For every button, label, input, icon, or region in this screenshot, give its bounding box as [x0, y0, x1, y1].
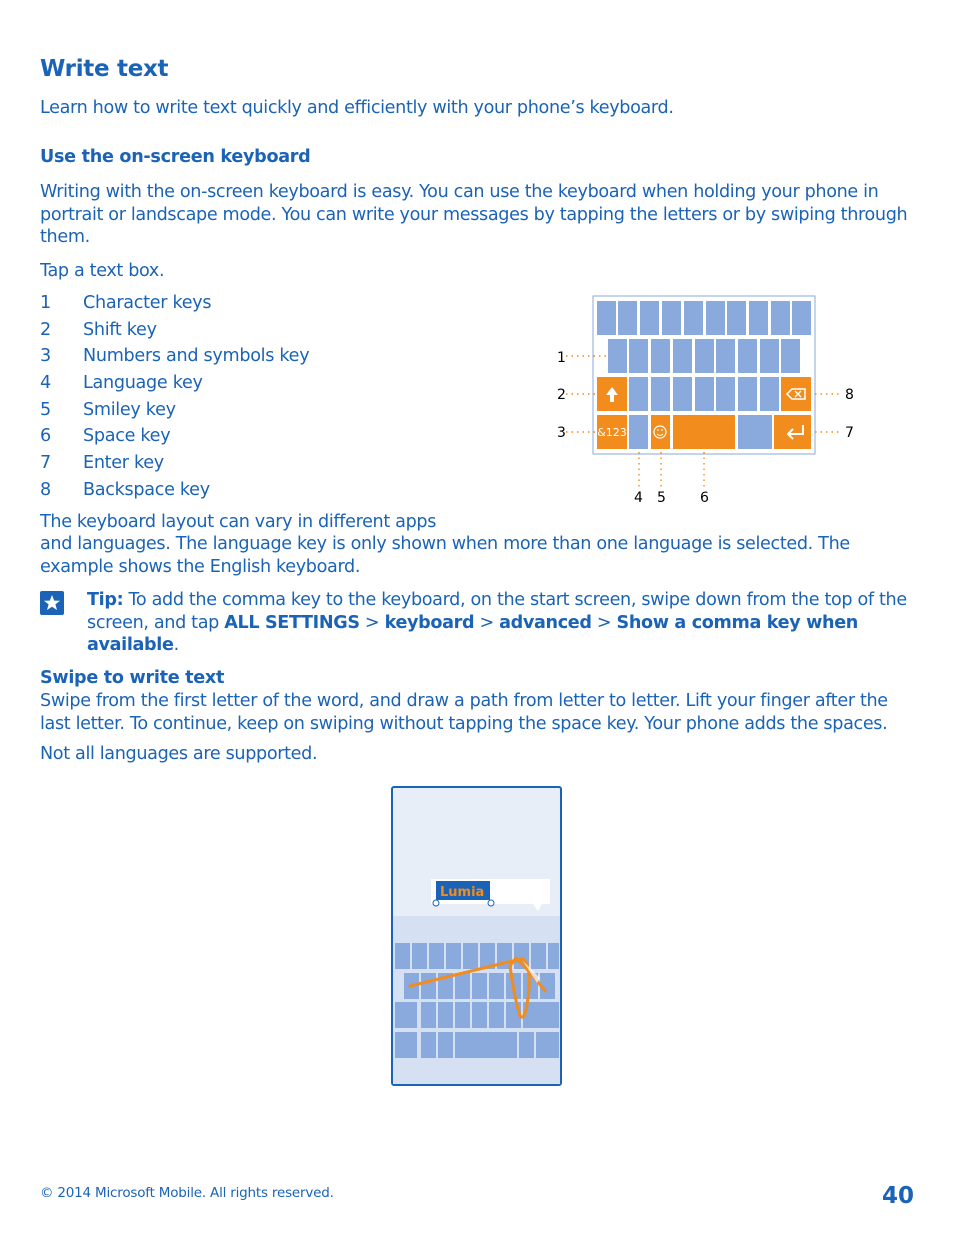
phone-swipe-illustration [390, 786, 565, 1088]
legend-item [40, 370, 309, 397]
callout-2: 2 [557, 387, 566, 403]
keyboard-area [393, 916, 560, 1084]
tip-path-keyboard: keyboard [384, 612, 475, 633]
legend-number: 8 [40, 479, 51, 500]
languages-note: Not all languages are supported. [40, 744, 318, 764]
page-number: 40 [881, 1183, 914, 1209]
legend-label: Space key [83, 426, 171, 447]
keyboard-diagram [550, 292, 870, 512]
tip-path-all-settings: ALL SETTINGS [224, 612, 360, 633]
callout-1: 1 [557, 350, 566, 366]
legend-label: Character keys [83, 293, 212, 313]
legend-label: Numbers and symbols key [83, 346, 310, 367]
section-heading-keyboard: Use the on-screen keyboard [40, 147, 311, 167]
backspace-key [781, 377, 811, 411]
tip-text: To add the comma key to the keyboard, on the start screen, swipe down from the top of the screen, and tap [87, 590, 907, 633]
tip-path-advanced: advanced [499, 612, 592, 633]
star-icon [40, 591, 64, 615]
callout-4: 4 [634, 490, 643, 506]
layout-note-line1: The keyboard layout can vary in different apps [40, 512, 437, 532]
legend-label: Enter key [83, 453, 164, 474]
legend-number: 6 [40, 426, 51, 447]
legend-item [40, 477, 309, 504]
callout-8: 8 [845, 387, 854, 403]
tip-separator: > [591, 612, 617, 633]
tip-separator: > [474, 612, 500, 633]
keyboard-intro-paragraph: Writing with the on-screen keyboard is easy. You can use the keyboard when holding your phone in portrait or landscape mode. You can write your messages by tapping the letters or by swiping through them. [40, 182, 908, 247]
layout-note-rest: and languages. The language key is only shown when more than one language is selected. The example shows the English keyboard. [40, 534, 850, 577]
legend-item [40, 317, 309, 344]
legend-item [40, 290, 309, 317]
tap-text-box-instruction: Tap a text box. [40, 261, 165, 281]
tip-label: Tip: [87, 590, 124, 610]
callout-3: 3 [557, 425, 566, 441]
legend-label: Language key [83, 373, 203, 394]
keyboard-legend-list [40, 290, 309, 504]
legend-number: 4 [40, 373, 51, 394]
page-title: Write text [40, 56, 169, 82]
period-key [738, 415, 772, 449]
enter-key [774, 415, 811, 449]
intro-text: Learn how to write text quickly and efficiently with your phone’s keyboard. [40, 98, 674, 118]
callout-6: 6 [700, 490, 709, 506]
callout-5: 5 [657, 490, 666, 506]
section-heading-swipe: Swipe to write text [40, 668, 225, 688]
legend-label: Shift key [83, 319, 157, 340]
language-key [629, 415, 648, 449]
tip-path-show-comma: Show a comma key when available [87, 612, 858, 655]
tip-separator: > [359, 612, 385, 633]
legend-item [40, 343, 309, 370]
legend-number: 1 [40, 293, 51, 313]
legend-item [40, 423, 309, 450]
legend-item [40, 397, 309, 424]
legend-number: 7 [40, 453, 51, 474]
callout-7: 7 [845, 425, 854, 441]
space-key [673, 415, 735, 449]
legend-number: 2 [40, 319, 51, 340]
copyright-text: © 2014 Microsoft Mobile. All rights reserved. [40, 1185, 334, 1201]
swipe-paragraph: Swipe from the first letter of the word, and draw a path from letter to letter. Lift your finger after the last letter. To continue, keep on swiping without tapping the space key. Your phone adds the spaces. [40, 691, 888, 734]
legend-label: Smiley key [83, 399, 176, 420]
legend-number: 3 [40, 346, 51, 367]
numbers-key-label: &123 [597, 426, 627, 439]
tip-paragraph [87, 589, 917, 657]
legend-item [40, 450, 309, 477]
legend-label: Backspace key [83, 479, 210, 500]
suggestion-word: Lumia [440, 885, 485, 900]
tip-end: . [173, 635, 179, 655]
legend-number: 5 [40, 399, 51, 420]
